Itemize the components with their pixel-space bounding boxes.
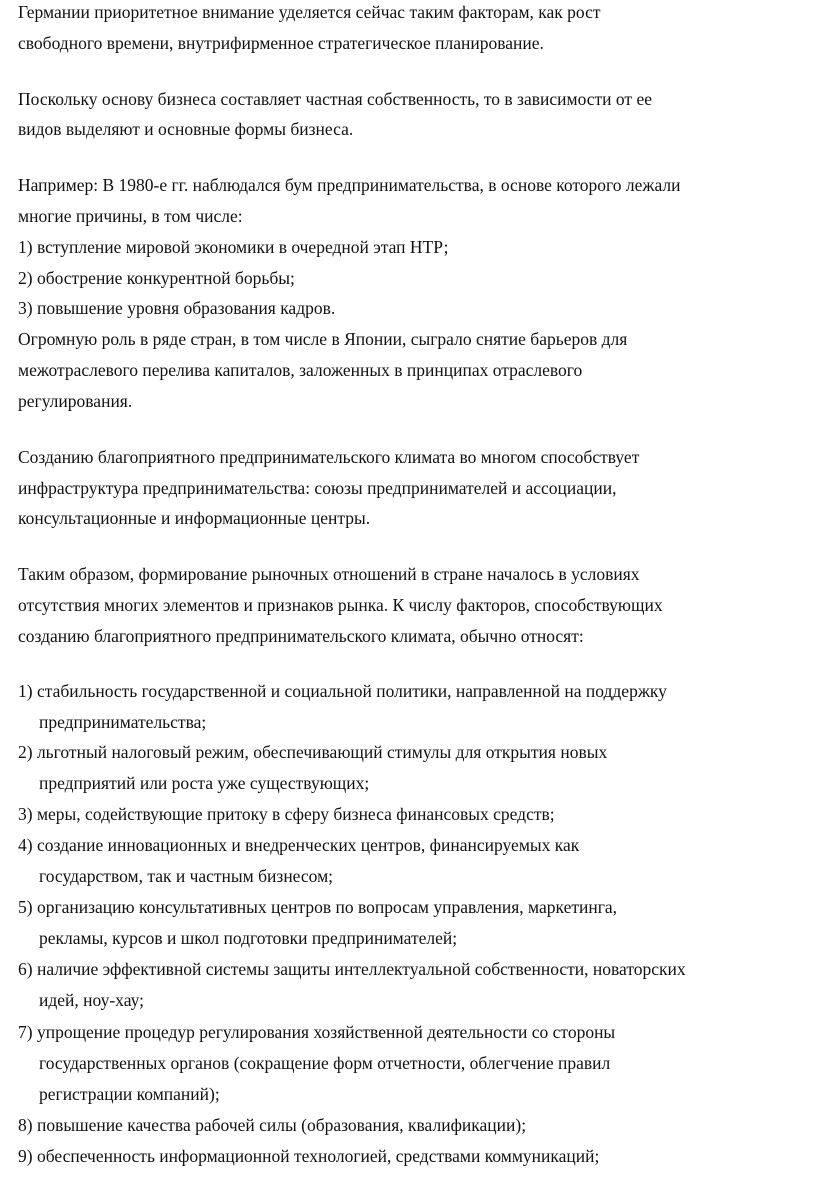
paragraph-6-line-3: созданию благоприятного предпринимательского климата, обычно относят: [18, 626, 584, 646]
factor-item-9: 9) обеспеченность информационной технологией, средствами коммуникаций; [18, 1146, 600, 1166]
paragraph-5-line-3: консультационные и информационные центры. [18, 508, 371, 528]
paragraph-3-line-1: Например: В 1980-е гг. наблюдался бум предпринимательства, в основе которого лежали [18, 175, 681, 195]
reason-item-2: 2) обострение конкурентной борьбы; [18, 268, 295, 288]
factor-item-6-cont: идей, ноу-хау; [39, 990, 144, 1010]
factor-item-5-cont: рекламы, курсов и школ подготовки предпринимателей; [39, 928, 458, 948]
factor-item-4: 4) создание инновационных и внедренческих центров, финансируемых как [18, 835, 580, 855]
factor-item-2: 2) льготный налоговый режим, обеспечивающий стимулы для открытия новых [18, 742, 608, 762]
paragraph-1-line-1: Германии приоритетное внимание уделяется сейчас таким факторам, как рост [18, 2, 601, 22]
factor-item-1: 1) стабильность государственной и социальной политики, направленной на поддержку [18, 681, 667, 701]
factor-item-8: 8) повышение качества рабочей силы (образования, квалификации); [18, 1115, 527, 1135]
factor-item-7: 7) упрощение процедур регулирования хозяйственной деятельности со стороны [18, 1022, 616, 1042]
reason-item-3: 3) повышение уровня образования кадров. [18, 298, 336, 318]
paragraph-6-line-2: отсутствия многих элементов и признаков рынка. К числу факторов, способствующих [18, 595, 663, 615]
factor-item-4-cont: государством, так и частным бизнесом; [39, 866, 334, 886]
paragraph-5-line-1: Созданию благоприятного предпринимательского климата во многом способствует [18, 447, 640, 467]
factor-item-7-cont-2: регистрации компаний); [39, 1084, 220, 1104]
paragraph-4-line-3: регулирования. [18, 391, 133, 411]
paragraph-4-line-1: Огромную роль в ряде стран, в том числе в Японии, сыграло снятие барьеров для [18, 329, 628, 349]
reason-item-1: 1) вступление мировой экономики в очередной этап НТР; [18, 237, 449, 257]
factor-item-5: 5) организацию консультативных центров по вопросам управления, маркетинга, [18, 897, 618, 917]
paragraph-6-line-1: Таким образом, формирование рыночных отношений в стране началось в условиях [18, 564, 640, 584]
paragraph-2-line-1: Поскольку основу бизнеса составляет частная собственность, то в зависимости от ее [18, 89, 652, 109]
factor-item-1-cont: предпринимательства; [39, 712, 207, 732]
factor-item-6: 6) наличие эффективной системы защиты интеллектуальной собственности, новаторских [18, 959, 686, 979]
paragraph-1-line-2: свободного времени, внутрифирменное стратегическое планирование. [18, 33, 544, 53]
factor-item-2-cont: предприятий или роста уже существующих; [39, 773, 370, 793]
factor-item-7-cont-1: государственных органов (сокращение форм отчетности, облегчение правил [39, 1053, 611, 1073]
paragraph-3-line-2: многие причины, в том числе: [18, 206, 243, 226]
paragraph-5-line-2: инфраструктура предпринимательства: союзы предпринимателей и ассоциации, [18, 478, 617, 498]
paragraph-4-line-2: межотраслевого перелива капиталов, заложенных в принципах отраслевого [18, 360, 583, 380]
factor-item-3: 3) меры, содействующие притоку в сферу бизнеса финансовых средств; [18, 804, 555, 824]
paragraph-2-line-2: видов выделяют и основные формы бизнеса. [18, 119, 354, 139]
